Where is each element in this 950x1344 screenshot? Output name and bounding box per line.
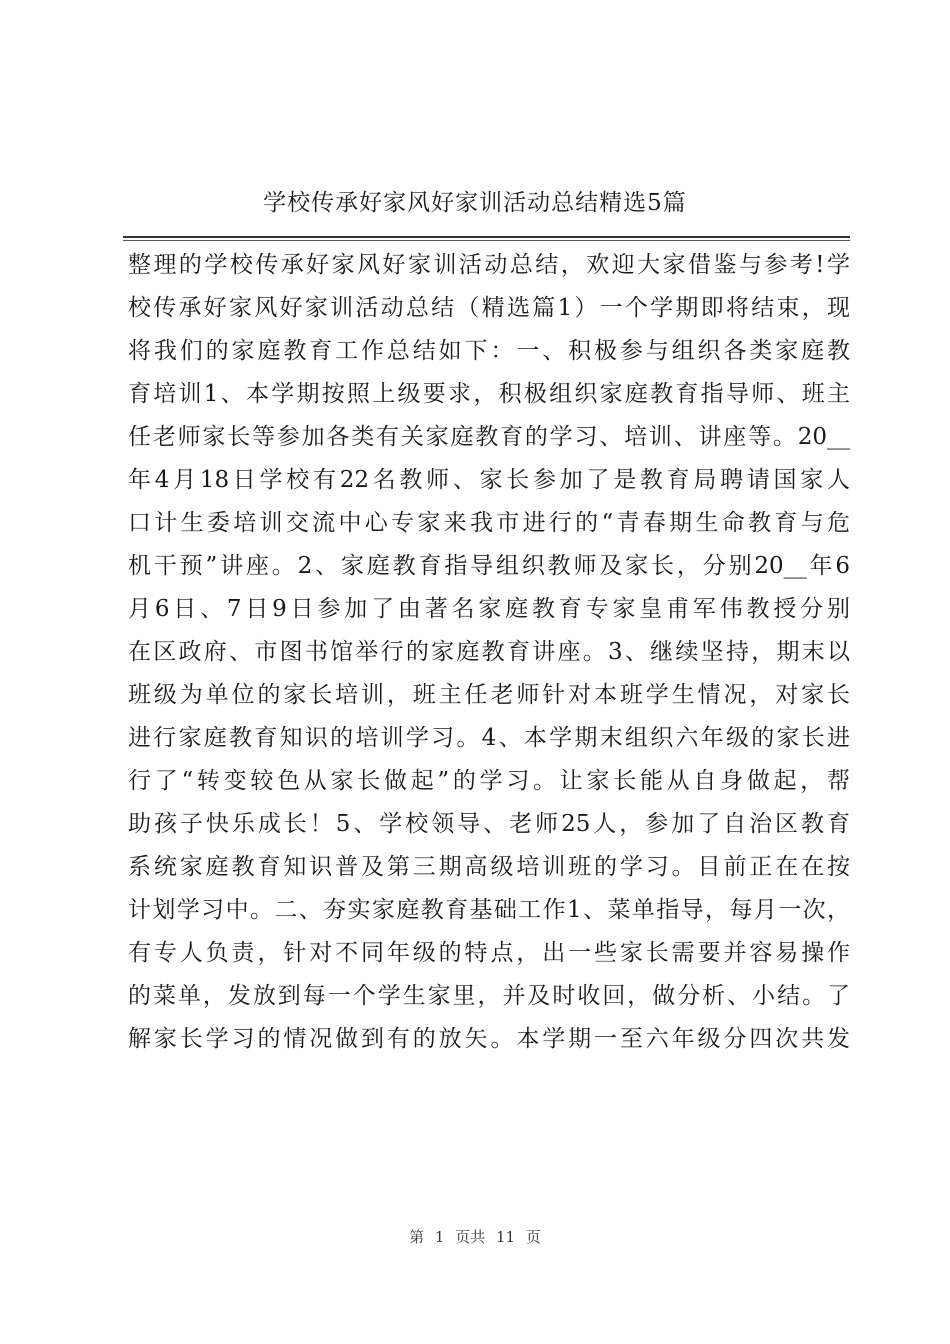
body-line: 育培训1、本学期按照上级要求，积极组织家庭教育指导师、班主 bbox=[128, 381, 850, 407]
body-line: 任老师家长等参加各类有关家庭教育的学习、培训、讲座等。20__ bbox=[128, 424, 850, 450]
body-line: 机干预”讲座。2、家庭教育指导组织教师及家长，分别20__年6 bbox=[128, 553, 850, 579]
body-line: 班级为单位的家长培训，班主任老师针对本班学生情况，对家长 bbox=[128, 682, 850, 708]
page-number: 第 1 页共 11 页 bbox=[409, 1228, 541, 1246]
body-line: 在区政府、市图书馆举行的家庭教育讲座。3、继续坚持，期末以 bbox=[128, 639, 850, 665]
page-title: 学校传承好家风好家训活动总结精选5篇 bbox=[263, 190, 687, 216]
title-divider bbox=[123, 236, 850, 238]
body-line: 解家长学习的情况做到有的放矢。本学期一至六年级分四次共发 bbox=[128, 1026, 850, 1052]
body-line: 有专人负责，针对不同年级的特点，出一些家长需要并容易操作 bbox=[128, 940, 850, 966]
body-text bbox=[128, 244, 850, 1061]
body-line: 整理的学校传承好家风好家训活动总结，欢迎大家借鉴与参考!学 bbox=[128, 252, 850, 278]
body-line: 的菜单，发放到每一个学生家里，并及时收回，做分析、小结。了 bbox=[128, 983, 850, 1009]
body-line: 进行家庭教育知识的培训学习。4、本学期末组织六年级的家长进 bbox=[128, 725, 850, 751]
body-line: 系统家庭教育知识普及第三期高级培训班的学习。目前正在在按 bbox=[128, 854, 850, 880]
body-line: 月6日、7日9日参加了由著名家庭教育专家皇甫军伟教授分别 bbox=[128, 596, 850, 622]
body-line: 校传承好家风好家训活动总结（精选篇1）一个学期即将结束，现 bbox=[128, 295, 850, 321]
title-divider-thin bbox=[123, 240, 850, 241]
body-line: 年4月18日学校有22名教师、家长参加了是教育局聘请国家人 bbox=[128, 467, 850, 493]
body-line: 将我们的家庭教育工作总结如下：一、积极参与组织各类家庭教 bbox=[128, 338, 850, 364]
body-line: 助孩子快乐成长！5、学校领导、老师25人，参加了自治区教育 bbox=[128, 811, 850, 837]
body-line: 行了“转变较色从家长做起”的学习。让家长能从自身做起，帮 bbox=[128, 768, 850, 794]
body-line: 计划学习中。二、夯实家庭教育基础工作1、菜单指导，每月一次， bbox=[128, 897, 850, 923]
body-line: 口计生委培训交流中心专家来我市进行的“青春期生命教育与危 bbox=[128, 510, 850, 536]
